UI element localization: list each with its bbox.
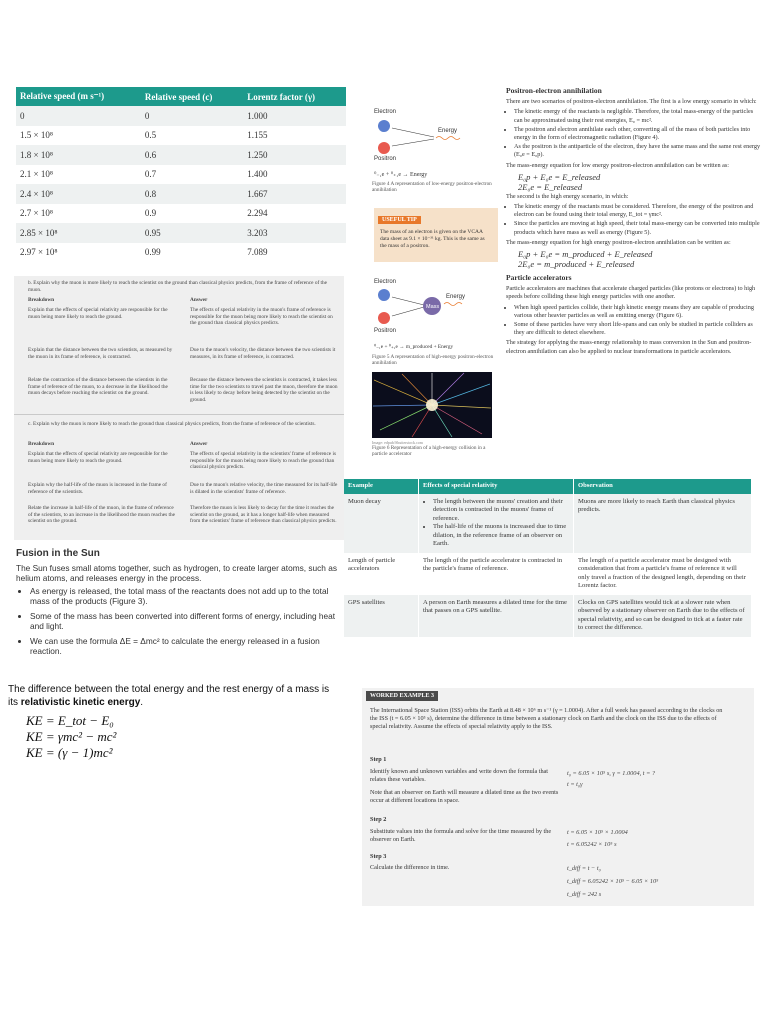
table-row [16, 184, 346, 204]
answer-cell: Due to the muon's relative velocity, the time measured for its half-life is dilated in the scientists' frame of reference. [190, 482, 338, 495]
equation: E₀p + E₀e = m_produced + E_released [518, 249, 653, 260]
table-cell: 0.5 [141, 126, 243, 146]
electron-icon [378, 120, 390, 132]
breakdown-cell: Explain that the distance between the two scientists, as measured by the muon in its frame of reference, is contracted. [28, 347, 173, 360]
positron-icon [378, 142, 390, 154]
answer-cell: Due to the muon's velocity, the distance between the two scientists it measures, in its frame of reference, is contracted. [190, 347, 336, 360]
column-header: Relative speed (m s⁻¹) [16, 87, 141, 106]
column-header: Relative speed (c) [141, 87, 243, 106]
tip-heading: USEFUL TIP [378, 216, 421, 224]
column-header: Effects of special relativity [419, 479, 574, 494]
answer-cell: Therefore the muon is less likely to decay for the time it reaches the scientist on the ground, as it has a longer half-life when measured from the scientists' frame of reference than classical physics predicts. [190, 505, 337, 525]
table-cell: 0.9 [141, 204, 243, 224]
equation: t = t₀γ [567, 781, 583, 788]
step-heading: Step 3 [370, 853, 387, 860]
list-item: • The kinetic energy of the reactants must be considered. Therefore, the energy of the positron and electron can be found using their total energy, E_tot = γmc². [514, 203, 762, 219]
lorentz-factor-table [16, 87, 346, 262]
wave-icon [436, 137, 460, 140]
table-cell: 1.250 [243, 145, 346, 165]
step-text: Note that an observer on Earth will measure a dilated time as the two events occur at different locations in space. [370, 789, 559, 805]
table-cell: 0 [16, 106, 141, 126]
table-cell: 7.089 [243, 243, 346, 263]
table-cell: 0.7 [141, 165, 243, 185]
table-row [16, 223, 346, 243]
worked-example-tag: WORKED EXAMPLE 3 [366, 691, 438, 701]
list-item: • The length between the muons' creation and their detection is contracted in the muons' frame of reference. [433, 498, 569, 524]
table-cell: 1.667 [243, 184, 346, 204]
figure-6 [372, 372, 502, 466]
paragraph: The Sun fuses small atoms together, such as hydrogen, to create larger atoms, such as helium atoms, and releases energy in the process. [16, 562, 337, 583]
table-row [344, 494, 752, 553]
equation: t_diff = t − t₀ [567, 865, 601, 872]
paragraph: The strategy for applying the mass-energy relationship to mass conversion in the Sun and positron-electron annihilation can also be applied to nuclear transformations in particle accelerators. [506, 339, 752, 355]
positron-section [506, 87, 762, 358]
problem-text: The International Space Station (ISS) orbits the Earth at 8.48 × 10⁶ m s⁻¹ (γ = 1.0004). After a full week has passed according to the clocks on the ISS (t = 6.05 × 10⁵ s), determine the difference in time between a stationary clock on Earth and the clock on the ISS due to the effects of special relativity. Assume the effects of special relativity apply to the ISS. [370, 707, 723, 731]
equation: ⁰₋₁e + ⁰₊₁e → Energy [374, 172, 428, 178]
table-row [16, 243, 346, 263]
table-row [16, 145, 346, 165]
breakdown-cell: Explain that the effects of special relativity are responsible for the muon being more likely to reach the ground. [28, 451, 168, 464]
table-row [16, 165, 346, 185]
table-cell: 1.8 × 10⁸ [16, 145, 141, 165]
table-cell: 0.6 [141, 145, 243, 165]
table-cell: Muons are more likely to reach Earth than classical physics predicts. [574, 494, 752, 553]
kinetic-energy-definition [8, 683, 338, 709]
table-cell: 0.99 [141, 243, 243, 263]
table-cell: 2.97 × 10⁸ [16, 243, 141, 263]
equation: 2E₀e = E_released [518, 181, 583, 192]
list-item: • We can use the formula ΔE = Δmc² to calculate the energy released in a fusion reaction. [30, 636, 346, 657]
high-energy-annihilation-diagram [372, 274, 502, 352]
breakdown-heading: Breakdown [28, 441, 55, 447]
paragraph: The second is the high energy scenario, in which: [506, 192, 629, 200]
breakdown-cell: Explain that the effects of special relativity are responsible for the muon being more likely to reach the ground. [28, 307, 168, 320]
table-cell: The length of the particle accelerator is contracted in the particle's frame of reference. [419, 553, 574, 595]
answer-cell: Because the distance between the scientists is contracted, it takes less time for the two scientists to travel past the muon, therefore the muon is less likely to decay before being detected by the scientist on the ground. [190, 377, 338, 404]
table-row [16, 204, 346, 224]
section-heading: Particle accelerators [506, 273, 572, 283]
paragraph: The mass-energy equation for high energy positron-electron annihilation can be written as: [506, 238, 731, 246]
table-cell: 0 [141, 106, 243, 126]
column-header: Observation [574, 479, 752, 494]
worked-example-3 [362, 688, 754, 906]
table-cell: A person on Earth measures a dilated time for the time that passes on a GPS satellite. [419, 595, 574, 637]
wave-icon [444, 303, 462, 306]
table-cell [419, 494, 574, 553]
table-cell: 1.000 [243, 106, 346, 126]
energy-label: Energy [438, 128, 458, 134]
table-cell: 0.95 [141, 223, 243, 243]
table-cell: GPS satellites [344, 595, 419, 637]
table-cell: 1.155 [243, 126, 346, 146]
worked-answer-breakdown [14, 276, 344, 540]
figure-5 [372, 274, 502, 370]
bullet-list [514, 203, 762, 237]
arrow-icon [392, 128, 434, 137]
table-cell: Length of particle accelerators [344, 553, 419, 595]
equation: t = 6.05 × 10⁵ × 1.0004 [567, 829, 628, 836]
step-text: Calculate the difference in time. [370, 864, 450, 871]
mass-label: Mass [426, 304, 440, 310]
table-cell: 2.1 × 10⁸ [16, 165, 141, 185]
breakdown-heading: Breakdown [28, 297, 55, 303]
table-row [16, 106, 346, 126]
particle-collision-image [372, 372, 492, 438]
equation: t_diff = 242 s [567, 891, 602, 898]
question-b: b. Explain why the muon is more likely to reach the scientist on the ground than classical physics predicts, from the frame of reference of the muon. [28, 280, 328, 293]
answer-cell: The effects of special relativity in the scientists' frame of reference is responsible for the muon being more likely to reach the ground than classical physics predicts. [190, 451, 337, 471]
arrow-icon [392, 297, 424, 305]
section-heading: Fusion in the Sun [16, 548, 100, 559]
table-cell: The length of a particle accelerator must be designed with consideration that from a particle's frame of reference it will only travel a fraction of the designed length, depending on their Lorentz factor. [574, 553, 752, 595]
table-cell: Muon decay [344, 494, 419, 553]
step-text: Identify known and unknown variables and write down the formula that relates these variables. [370, 768, 549, 784]
table-cell: 1.5 × 10⁸ [16, 126, 141, 146]
figure-caption: Figure 5 A representation of high-energy positron-electron annihilation [372, 354, 494, 366]
table-cell: 0.8 [141, 184, 243, 204]
table-cell: 3.203 [243, 223, 346, 243]
question-c: c. Explain why the muon is more likely to reach the ground than classical physics predicts, from the frame of reference of the scientists. [28, 421, 316, 427]
bullet-list [30, 586, 346, 657]
equation: t₀ = 6.05 × 10⁵ s, γ = 1.0004, t = ? [567, 770, 656, 777]
equation: 2E₀e = m_produced + E_released [518, 259, 635, 270]
table-cell: 2.294 [243, 204, 346, 224]
paragraph: Particle accelerators are machines that accelerate charged particles (like protons or electrons) to high speeds before colliding these high energy particles with one another. [506, 285, 756, 301]
electron-icon [378, 289, 390, 301]
electron-label: Electron [374, 109, 397, 115]
bullet-list [514, 304, 762, 338]
answer-cell: The effects of special relativity in the muon's frame of reference is responsible for the muon being more likely to reach the scientist on the ground than classical physics predicts. [190, 307, 333, 327]
key-term: relativistic kinetic energy [20, 697, 141, 708]
text: The difference between the total energy and the rest energy of a mass is its [8, 684, 330, 708]
breakdown-cell: Explain why the half-life of the muon is increased in the frame of reference of the scientists. [28, 482, 167, 495]
equation: KE = E_tot − E₀ [26, 713, 114, 728]
table-cell: Clocks on GPS satellites would tick at a slower rate when observed by a stationary observer on Earth due to the effects of special relativity, and so can be designed to tick at a faster rate to correct the difference. [574, 595, 752, 637]
table-cell: 1.400 [243, 165, 346, 185]
table-row [344, 553, 752, 595]
special-relativity-table [344, 479, 752, 637]
step-text: Substitute values into the formula and solve for the time measured by the observer on Earth. [370, 828, 552, 844]
breakdown-cell: Relate the contraction of the distance between the scientists in the frame of reference of the muon, to a decrease in the likelihood the muon decays before reaching the scientist on the ground. [28, 377, 168, 397]
paragraph: There are two scenarios of positron-electron annihilation. The first is a low energy scenario in which: [506, 98, 757, 106]
useful-tip-box [374, 208, 498, 262]
list-item: • The positron and electron annihilate each other, converting all of the mass of both particles into energy in the form of electromagnetic radiation (Figure 4). [514, 126, 762, 142]
fusion-section [16, 549, 346, 661]
energy-label: Energy [446, 294, 466, 300]
bullet-list [433, 498, 569, 549]
positron-label: Positron [374, 156, 397, 162]
table-row [16, 126, 346, 146]
list-item: • Since the particles are moving at high speed, their total mass-energy can be converted into multiple products which have mass as well as energy (Figure 5). [514, 220, 762, 236]
list-item: • As the positron is the antiparticle of the electron, they have the same mass and the same rest energy (E₀e = E₀p). [514, 143, 762, 159]
table-cell: 2.7 × 10⁸ [16, 204, 141, 224]
text: . [140, 697, 144, 708]
paragraph: The mass-energy equation for low energy positron-electron annihilation can be written as: [506, 161, 729, 169]
positron-label: Positron [374, 328, 397, 334]
low-energy-annihilation-diagram [372, 104, 502, 179]
table-cell: 2.85 × 10⁸ [16, 223, 141, 243]
equation: t = 6.05242 × 10⁵ s [567, 841, 617, 848]
equation: KE = (γ − 1)mc² [26, 745, 113, 760]
figure-caption: Figure 4 A representation of low-energy positron-electron annihilation [372, 181, 492, 193]
list-item: • Some of the mass has been converted into different forms of energy, including heat and light. [30, 611, 346, 632]
list-item: • As energy is released, the total mass of the reactants does not add up to the total mass of the products (Figure 3). [30, 586, 346, 607]
answer-heading: Answer [190, 441, 208, 447]
arrow-icon [392, 139, 434, 146]
electron-label: Electron [374, 279, 397, 285]
divider [14, 414, 344, 415]
image-credit: Image: edpub/Shutterstock.com [372, 440, 423, 445]
equation: E₀p + E₀e = E_released [518, 171, 601, 182]
column-header: Lorentz factor (γ) [243, 87, 346, 106]
list-item: • When high speed particles collide, their high kinetic energy means they are capable of producing various other heavier particles as well as emitting energy (Figure 6). [514, 304, 762, 320]
table-cell: 2.4 × 10⁸ [16, 184, 141, 204]
list-item: • Some of these particles have very short life-spans and can only be studied in particle colliders as they are difficult to detect elsewhere. [514, 321, 762, 337]
figure-4 [372, 104, 502, 202]
figure-caption: Figure 6 Representation of a high-energy collision in a particle accelerator [372, 445, 486, 457]
arrow-icon [392, 307, 424, 316]
table-row [344, 595, 752, 637]
answer-heading: Answer [190, 297, 208, 303]
equation: ⁰₋₁e + ⁰₊₁e → m_produced + Energy [374, 344, 454, 350]
list-item: • The half-life of the muons is increased due to time dilation, in the reference frame of an observer on Earth. [433, 523, 569, 549]
bullet-list [514, 108, 762, 159]
step-heading: Step 1 [370, 756, 387, 763]
breakdown-cell: Relate the increase in half-life of the muon, in the frame of reference of the scientists, to an increase in the likelihood the muon reaches the scientist on the ground. [28, 505, 175, 525]
tip-text: The mass of an electron is given on the VCAA data sheet as 9.1 × 10⁻³¹ kg. This is the same as the mass of a positron. [380, 229, 485, 249]
column-header: Example [344, 479, 419, 494]
positron-icon [378, 312, 390, 324]
step-heading: Step 2 [370, 816, 387, 823]
equation: t_diff = 6.05242 × 10⁵ − 6.05 × 10⁵ [567, 878, 659, 885]
section-heading: Positron-electron annihilation [506, 86, 602, 95]
list-item: • The kinetic energy of the reactants is negligible. Therefore, the total mass-energy of the particles can be approximated using their rest energies, E₀ = mc². [514, 108, 762, 124]
equation: KE = γmc² − mc² [26, 729, 117, 744]
